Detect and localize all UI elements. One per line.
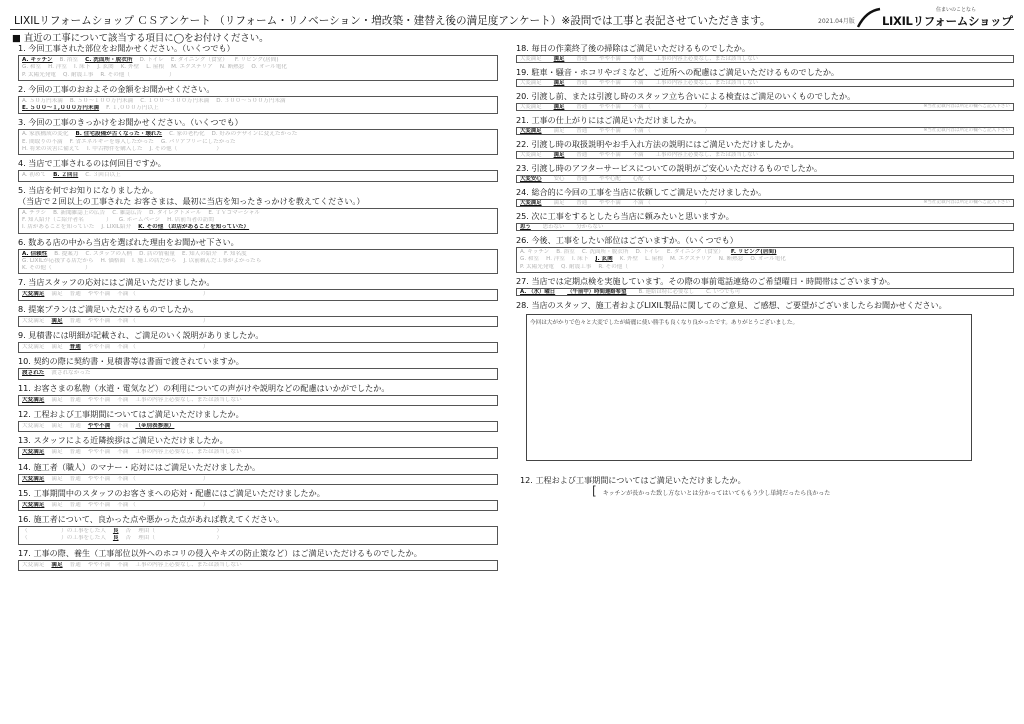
question-title: 25. 次に工事をするとしたら当店に頼みたいと思いますか。 <box>516 211 734 221</box>
answer-option[interactable]: F. 知人紹介（ご紹介者名 ） <box>22 216 112 223</box>
answer-option[interactable]: 工事の内容上必要なし、または該当しない <box>135 449 242 456</box>
answer-option[interactable]: 不満 （ ） <box>117 475 209 482</box>
question-title: 7. 当店スタッフの応対にはご満足いただけましたか。 <box>18 277 215 288</box>
answer-option[interactable]: 満足 <box>553 200 565 206</box>
answer-option[interactable]: H. 価格面 <box>100 257 126 264</box>
answer-option[interactable]: I. 店があることを知っていた <box>22 224 95 231</box>
selected-option[interactable]: A. キッチン <box>22 57 53 63</box>
answer-box <box>516 79 1014 87</box>
answer-line <box>22 72 494 79</box>
answer-line <box>22 265 494 272</box>
answer-option[interactable]: やや不満 <box>87 501 111 508</box>
answer-option[interactable]: E. ダイニング（食堂） <box>666 249 724 255</box>
answer-option[interactable]: 理由（ ） <box>138 535 223 542</box>
answer-line <box>22 476 494 483</box>
answer-option[interactable]: A. 初めて <box>22 172 47 179</box>
answer-option[interactable]: やや不満 <box>599 104 621 110</box>
question-title: 28. 当店のスタッフ、施工者およびLIXIL製品に関してのご意見、ご感想、ご要望がございましたらお聞かせください。 <box>516 299 947 310</box>
question-title: 6. 数ある店の中から当店を選ばれた理由をお聞かせ下さい。 <box>18 236 239 247</box>
answer-option[interactable]: N. 断熱窓 <box>718 256 744 263</box>
answer-option[interactable]: （ ）の工事をした人 <box>22 535 106 542</box>
answer-box <box>18 208 498 234</box>
answer-box <box>18 474 498 485</box>
answer-option[interactable]: D. トイレ <box>635 249 660 255</box>
question-title: 9. 見積書には明細が記載され、ご満足のいく説明がありましたか。 <box>18 330 264 341</box>
selected-option[interactable]: F. リビング(居間) <box>730 249 777 255</box>
answer-option[interactable]: F. 省エネルギーを導入したかった <box>69 138 154 145</box>
answer-option[interactable]: やや不満 <box>87 317 111 324</box>
question-title: 15. 工事期間中のスタッフのお客さまへの応対・配慮にはご満足いただけましたか。 <box>18 487 325 498</box>
selected-option[interactable]: 満足 <box>51 317 63 324</box>
answer-option[interactable]: Q. 耐震工事 <box>63 71 94 78</box>
answer-note: ※当社記載内容は所定の欄へご記入下さい <box>923 128 1010 133</box>
answer-option[interactable]: 否 <box>125 535 132 542</box>
answer-option[interactable]: F. リビング(居間) <box>234 57 279 63</box>
answer-option[interactable]: 不満 <box>632 56 644 62</box>
question-title: 11. お客さまの私物（水道・電気など）の利用についての声がけや説明などの配慮はいかがでしたか。 <box>18 382 390 393</box>
answer-option[interactable]: C. 家の老朽化 <box>169 131 205 138</box>
answer-line <box>22 528 494 535</box>
answer-option[interactable]: 満足 <box>51 396 63 403</box>
answer-line <box>520 256 1010 263</box>
answer-box <box>516 151 1014 159</box>
selected-option[interactable]: 渡された <box>22 370 45 377</box>
selected-option[interactable]: 満足 <box>51 561 63 568</box>
question-title: 12. 工程および工事期間についてはご満足いただけましたか。 <box>18 408 244 419</box>
answer-option[interactable]: やや心配 <box>599 176 621 182</box>
answer-note: ※当社記載内容は所定の欄へご記入下さい <box>923 200 1010 205</box>
answer-option[interactable]: 普通 <box>576 104 588 110</box>
answer-option[interactable]: L. 屋根 <box>645 256 663 263</box>
answer-option[interactable]: Q. 耐震工事 <box>561 263 592 270</box>
answer-option[interactable]: L. 屋根 <box>146 64 165 71</box>
answer-option[interactable]: O. オール電化 <box>251 64 287 71</box>
selected-option[interactable]: 大変満足 <box>22 396 45 403</box>
answer-option[interactable]: 不満 <box>117 396 129 403</box>
answer-option[interactable]: 満足 <box>51 422 63 429</box>
answer-option[interactable]: J. LIXIL紹介 <box>101 224 132 231</box>
selected-option[interactable]: 思う <box>520 224 531 230</box>
selected-option[interactable]: K. その他 （お店があることを知っていた） <box>138 224 250 231</box>
bracket-mark: [ <box>592 483 597 498</box>
answer-option[interactable]: 否 <box>125 528 132 535</box>
answer-option[interactable]: やや不満 <box>87 396 111 403</box>
answer-option[interactable]: 大変満足 <box>22 561 45 568</box>
answer-option[interactable]: 大変満足 <box>22 422 45 429</box>
answer-option[interactable]: やや不満 <box>87 475 111 482</box>
answer-option[interactable]: やや不満 <box>599 56 621 62</box>
answer-option[interactable]: 普通 <box>69 501 81 508</box>
selected-option[interactable]: A. （水）曜日 <box>520 288 556 295</box>
answer-line <box>22 64 494 71</box>
answer-line <box>520 249 1010 256</box>
answer-option[interactable]: F. １,０００万円以上 <box>106 105 159 112</box>
answer-option[interactable]: 工事の内容上必要なし、または該当しない <box>655 152 758 158</box>
answer-option[interactable]: 大変満足 <box>520 104 542 110</box>
answer-box <box>18 368 498 379</box>
answer-line <box>22 251 494 258</box>
answer-box <box>18 129 498 155</box>
selected-option[interactable]: 大変満足 <box>22 475 45 482</box>
answer-option[interactable]: R. その他（ ） <box>598 263 668 270</box>
question-title: 19. 駐車・騒音・ホコリやゴミなど、ご近所への配慮はご満足いただけるものでしたか。 <box>516 67 840 77</box>
answer-option[interactable]: 思わない <box>542 224 565 230</box>
answer-line <box>22 146 494 153</box>
logo-tagline: 住まいのことなら <box>936 7 977 13</box>
answer-box <box>18 560 498 571</box>
selected-option[interactable]: B. 住宅設備が古くなった・壊れた <box>75 131 163 138</box>
answer-box <box>516 175 1014 183</box>
answer-option[interactable]: 大変満足 <box>22 317 45 324</box>
selected-option[interactable]: 普通 <box>69 344 81 351</box>
answer-box <box>18 55 498 81</box>
question-title: 18. 毎日の作業終了後の掃除はご満足いただけるものでしたか。 <box>516 43 750 53</box>
answer-option[interactable]: P. 太陽光発電 <box>520 263 555 270</box>
answer-option[interactable]: 渡されなかった <box>51 370 91 377</box>
question-title: 13. スタッフによる近隣挨拶はご満足いただけましたか。 <box>18 435 228 446</box>
question-title: 21. 工事の仕上がりにはご満足いただけましたか。 <box>516 115 702 125</box>
instructions: ■ 直近の工事について該当する項目に◯をお付けください。 <box>12 33 269 44</box>
answer-option[interactable]: 普通 <box>576 176 588 182</box>
selected-option[interactable]: （午前中）時間連絡希望 <box>567 288 627 295</box>
answer-option[interactable]: 不満 <box>117 422 129 429</box>
company-logo <box>856 6 1014 30</box>
answer-box <box>516 127 1014 135</box>
answer-option[interactable]: E. 知人の紹介 <box>181 250 218 257</box>
answer-option[interactable]: D. トイレ <box>139 57 164 63</box>
question-title: 17. 工事の際、養生（工事部位以外へのホコリの侵入やキズの防止策など）はご満足いただけるものでしたか。 <box>18 547 422 558</box>
answer-option[interactable]: R. その他（ ） <box>100 71 175 78</box>
answer-option[interactable]: 普通 <box>69 475 81 482</box>
answer-option[interactable]: G. LIXILが応援する店だから <box>22 257 94 264</box>
selected-option[interactable]: 満足 <box>553 152 565 158</box>
answer-option[interactable]: B. 提案力 <box>54 250 79 257</box>
answer-line <box>22 397 494 404</box>
answer-option[interactable]: O. オール電化 <box>750 256 786 263</box>
answer-option[interactable]: C. 洗面所・脱衣所 <box>581 249 629 255</box>
answer-option[interactable]: 大変満足 <box>22 344 45 351</box>
answer-option[interactable]: 不満 <box>632 80 644 86</box>
selected-option[interactable]: 大変満足 <box>22 501 45 508</box>
answer-option[interactable]: 不満 （ ） <box>117 317 209 324</box>
question-title: 16. 施工者について、良かった点や悪かった点があれば教えてください。 <box>18 514 285 525</box>
right-column <box>516 43 1014 499</box>
answer-option[interactable]: J. 玄関 <box>97 64 114 71</box>
answer-option[interactable]: やや不満 <box>87 291 111 298</box>
answer-box <box>18 249 498 275</box>
answer-line <box>22 210 494 217</box>
answer-option[interactable]: G. ホームページ <box>118 216 161 223</box>
answer-line <box>22 217 494 224</box>
answer-option[interactable]: 普通 <box>69 422 81 429</box>
answer-option[interactable]: 普通 <box>576 56 588 62</box>
answer-option[interactable]: 安心 <box>553 176 565 182</box>
answer-option[interactable]: I. 施工の店だから <box>132 257 177 264</box>
selected-option[interactable]: 満足 <box>553 104 565 110</box>
answer-box <box>18 500 498 511</box>
answer-box <box>18 170 498 181</box>
answer-option[interactable]: N. 断熱窓 <box>219 64 245 71</box>
answer-option[interactable]: K. 外壁 <box>619 256 639 263</box>
answer-option[interactable]: K. その他（ ） <box>22 265 91 272</box>
answer-box <box>18 96 498 115</box>
survey-title: LIXILリフォームショップ ＣＳアンケート （リフォーム・リノベーション・増改築・建替え後の満足度アンケート）※設問では工事と表記させていただきます。 <box>14 15 771 27</box>
answer-option[interactable]: J. 以前頼んだ工事がよかったら <box>183 257 262 264</box>
question-title: 3. 今回の工事のきっかけをお聞かせください。（いくつでも） <box>18 117 243 128</box>
answer-option[interactable]: A. チラシ <box>22 209 47 216</box>
form-version-date: 2021.04月版 <box>818 18 855 25</box>
question-title: 1. 今回工事された部位をお聞かせください。（いくつでも） <box>18 43 235 53</box>
selected-option[interactable]: J. 玄関 <box>595 256 613 263</box>
answer-option[interactable]: 満足 <box>51 475 63 482</box>
selected-option[interactable]: 満足 <box>553 56 565 62</box>
answer-option[interactable]: C. いつでも可 <box>706 288 741 295</box>
question-title: 26. 今後、工事をしたい部位はございますか。（いくつでも） <box>516 235 738 245</box>
answer-option[interactable]: M. エクステリア <box>171 64 213 71</box>
answer-option[interactable]: 不満 （ ） <box>632 104 710 110</box>
answer-option[interactable]: B. 新聞雑誌上の広告 <box>53 209 106 216</box>
selected-option[interactable]: 大変満足 <box>520 128 542 134</box>
answer-option[interactable]: やや不満 <box>87 449 111 456</box>
answer-option[interactable]: 工事の内容上必要なし、または該当しない <box>655 56 758 62</box>
answer-option[interactable]: 大変満足 <box>520 80 542 86</box>
answer-option[interactable]: 普通 <box>576 80 588 86</box>
question-title: 2. 今回の工事のおおよその金額をお聞かせください。 <box>18 83 215 94</box>
answer-box <box>516 223 1014 231</box>
answer-option[interactable]: 満足 <box>51 501 63 508</box>
comment-box[interactable]: 今回は大がかりで色々と大変でしたが綺麗に使い勝手も良くなり良かったです。ありがとうございました。 <box>526 314 972 461</box>
answer-line <box>22 449 494 456</box>
selected-option[interactable]: 良 <box>112 528 119 535</box>
answer-option[interactable]: J. その他（ ） <box>149 146 222 153</box>
answer-line <box>22 98 494 105</box>
answer-option[interactable]: H. 店前当者の訪問 <box>167 216 214 223</box>
answer-option[interactable]: M. エクステリア <box>670 256 712 263</box>
answer-option[interactable]: A. ５０万円未満 <box>22 97 63 104</box>
answer-option[interactable]: D. 店の情報量 <box>139 250 175 257</box>
answer-option[interactable]: H. 将来の災害に備えて <box>22 146 81 153</box>
answer-box <box>18 421 498 432</box>
question-title: 5. 当店を何でお知りになりましたか。 <box>18 184 158 195</box>
answer-option[interactable]: C. 雑誌広告 <box>112 209 143 216</box>
answer-option[interactable]: 不満 （ ） <box>632 200 710 206</box>
selected-option[interactable]: 大変満足 <box>520 200 542 206</box>
logo-text: LIXILリフォームショップ <box>882 14 1013 28</box>
answer-option[interactable]: 不満 （ ） <box>117 291 209 298</box>
answer-option[interactable]: 不満 <box>117 561 129 568</box>
selected-option[interactable]: 大変満足 <box>22 291 45 298</box>
answer-option[interactable]: I. 床下 <box>571 256 589 263</box>
answer-option[interactable]: やや不満 <box>599 80 621 86</box>
selected-option[interactable]: 大変安心 <box>520 176 542 182</box>
answer-option[interactable]: 不満 （ ） <box>632 128 710 134</box>
answer-option[interactable]: 理由（ ） <box>138 528 223 535</box>
answer-option[interactable]: やや不満 <box>599 200 621 206</box>
answer-option[interactable]: E. ＴＶコマーシャル <box>208 209 260 216</box>
answer-option[interactable]: A. キッチン <box>520 249 550 255</box>
answer-box <box>516 103 1014 111</box>
answer-option[interactable]: G. バリアフリーにしたかった <box>160 138 236 145</box>
answer-line <box>22 105 494 112</box>
question-title: 23. 引渡し時のアフターサービスについての説明がご安心いただけるものでしたか。 <box>516 163 823 173</box>
selected-option[interactable]: （※別表参照） <box>135 422 175 429</box>
answer-option[interactable]: （ ）の工事をした人 <box>22 528 106 535</box>
answer-option[interactable]: C. １００～３００万円未満 <box>140 97 210 104</box>
answer-option[interactable]: 普通 <box>69 291 81 298</box>
answer-option[interactable]: E. ダイニング（食堂） <box>170 57 228 63</box>
answer-option[interactable]: B. ５０～１００万円未満 <box>69 97 134 104</box>
answer-line <box>22 131 494 138</box>
question-title: 10. 契約の際に契約書・見積書等は書面で渡されていますか。 <box>18 356 244 367</box>
answer-box <box>516 199 1014 207</box>
question-title: 20. 引渡し前、または引渡し時のスタッフ立ち合いによる検査はご満足のいくものでしたか。 <box>516 91 856 101</box>
answer-line <box>22 224 494 231</box>
answer-option[interactable]: P. 太陽光発電 <box>22 71 57 78</box>
answer-option[interactable]: C. ３回目以上 <box>85 172 121 179</box>
answer-option[interactable]: D. ダイレクトメール <box>149 209 202 216</box>
selected-option[interactable]: 良 <box>112 535 119 542</box>
answer-box <box>516 55 1014 63</box>
answer-option[interactable]: H. 洋室 <box>546 256 565 263</box>
answer-box <box>18 342 498 353</box>
comment-row <box>516 483 1014 499</box>
answer-box <box>18 447 498 458</box>
question-title: 14. 施工者（職人）のマナー・応対にはご満足いただけましたか。 <box>18 461 261 472</box>
selected-option[interactable]: E. ５００～１,０００万円未満 <box>22 105 100 112</box>
answer-option[interactable]: B. 浴室 <box>59 57 79 63</box>
answer-line <box>22 291 494 298</box>
answer-option[interactable]: 不満 <box>632 152 644 158</box>
answer-line <box>22 562 494 569</box>
answer-option[interactable]: 普通 <box>69 396 81 403</box>
answer-option[interactable]: K. 外壁 <box>120 64 140 71</box>
answer-line <box>22 502 494 509</box>
answer-option[interactable]: やや不満 <box>599 128 621 134</box>
answer-option[interactable]: 不満 <box>117 449 129 456</box>
selected-option[interactable]: 大変満足 <box>22 449 45 456</box>
answer-box <box>516 247 1014 273</box>
answer-option[interactable]: F. 知名度 <box>224 250 247 257</box>
question-title: 24. 総合的に今回の工事を当店に依頼してご満足いただけましたか。 <box>516 187 767 197</box>
left-column <box>18 43 498 574</box>
answer-option[interactable]: 普通 <box>69 317 81 324</box>
question-title: 22. 引渡し時の取扱説明やお手入れ方法の説明にはご満足いただけましたか。 <box>516 139 799 149</box>
answer-option[interactable]: 分からない <box>576 224 604 230</box>
answer-option[interactable]: 大変満足 <box>520 152 542 158</box>
answer-option[interactable]: 不満 （ ） <box>117 501 209 508</box>
answer-line <box>22 370 494 377</box>
answer-option[interactable]: やや不満 <box>87 561 111 568</box>
answer-option[interactable]: 心配 （ ） <box>632 176 710 182</box>
survey-header <box>10 4 1014 30</box>
selected-option[interactable]: A. 信頼性 <box>22 250 48 257</box>
answer-option[interactable]: 普通 <box>576 200 588 206</box>
answer-option[interactable]: B. 浴室 <box>556 249 575 255</box>
answer-option[interactable]: 大変満足 <box>520 56 542 62</box>
question-subtitle: （当店で２回以上の工事された お客さまは、最初に当店を知ったきっかけを教えてください。） <box>18 195 365 206</box>
answer-line <box>22 423 494 430</box>
question-title: 27. 当店では定期点検を実施しています。その際の事前電話連絡のご希望曜日・時間帯はございますか。 <box>516 275 896 286</box>
answer-line <box>22 535 494 542</box>
answer-option[interactable]: 普通 <box>576 152 588 158</box>
selected-option[interactable]: C. 洗面所・脱衣所 <box>85 57 133 63</box>
answer-box <box>18 289 498 300</box>
answer-option[interactable]: B. 連絡は特に必要なし <box>638 288 695 295</box>
answer-option[interactable]: やや不満 <box>87 344 111 351</box>
answer-option[interactable]: 普通 <box>576 128 588 134</box>
answer-option[interactable]: I. 床下 <box>73 64 91 71</box>
answer-option[interactable]: 普通 <box>69 561 81 568</box>
answer-option[interactable]: G. 和室 <box>22 64 42 71</box>
answer-line <box>22 258 494 265</box>
question-title: 12. 工程および工事期間についてはご満足いただけましたか。 <box>520 474 746 485</box>
answer-option[interactable]: 工事の内容上必要なし、または該当しない <box>135 561 242 568</box>
answer-line <box>22 318 494 325</box>
answer-option[interactable]: A. 家族構成の変化 <box>22 131 69 138</box>
answer-note: ※当社記載内容は所定の欄へご記入下さい <box>923 104 1010 109</box>
answer-box <box>18 395 498 406</box>
answer-option[interactable]: 満足 <box>51 344 63 351</box>
answer-option[interactable]: E. 間取りの不満 <box>22 138 63 145</box>
answer-option[interactable]: 工事の内容上必要なし、または該当しない <box>655 80 758 86</box>
answer-option[interactable]: C. スタッフの人柄 <box>85 250 133 257</box>
answer-option[interactable]: 普通 <box>69 449 81 456</box>
answer-box <box>18 526 498 545</box>
logo-swoosh-icon <box>856 7 882 29</box>
selected-option[interactable]: やや不満 <box>87 422 111 429</box>
comment-text: キッチンが長かった致し方ないとは分かってはいてももう少し単純だったら良かった <box>602 489 831 497</box>
answer-option[interactable]: やや不満 <box>599 152 621 158</box>
selected-option[interactable]: B. ２回目 <box>53 172 79 179</box>
answer-option[interactable]: 満足 <box>51 291 63 298</box>
answer-box <box>516 288 1014 296</box>
answer-option[interactable]: I. 中古物件を購入した <box>87 146 143 153</box>
answer-line <box>22 139 494 146</box>
answer-line <box>22 344 494 351</box>
answer-option[interactable]: D. 好みのデザインに変えたかった <box>211 131 298 138</box>
answer-option[interactable]: D. ３００～５００万円未満 <box>216 97 286 104</box>
answer-option[interactable]: H. 洋室 <box>48 64 67 71</box>
selected-option[interactable]: 満足 <box>553 80 565 86</box>
question-title: 8. 提案プランはご満足いただけるものでしたか。 <box>18 303 199 314</box>
question-title: 4. 当店で工事されるのは何回目ですか。 <box>18 158 166 169</box>
answer-box <box>18 316 498 327</box>
answer-option[interactable]: 満足 <box>553 128 565 134</box>
answer-line <box>22 172 494 179</box>
answer-option[interactable]: 満足 <box>51 449 63 456</box>
answer-line <box>520 264 1010 271</box>
answer-option[interactable]: 不満 （ ） <box>117 344 209 351</box>
answer-option[interactable]: G. 和室 <box>520 256 540 263</box>
answer-line <box>22 57 494 64</box>
answer-option[interactable]: 工事の内容上必要なし、または該当しない <box>135 396 242 403</box>
